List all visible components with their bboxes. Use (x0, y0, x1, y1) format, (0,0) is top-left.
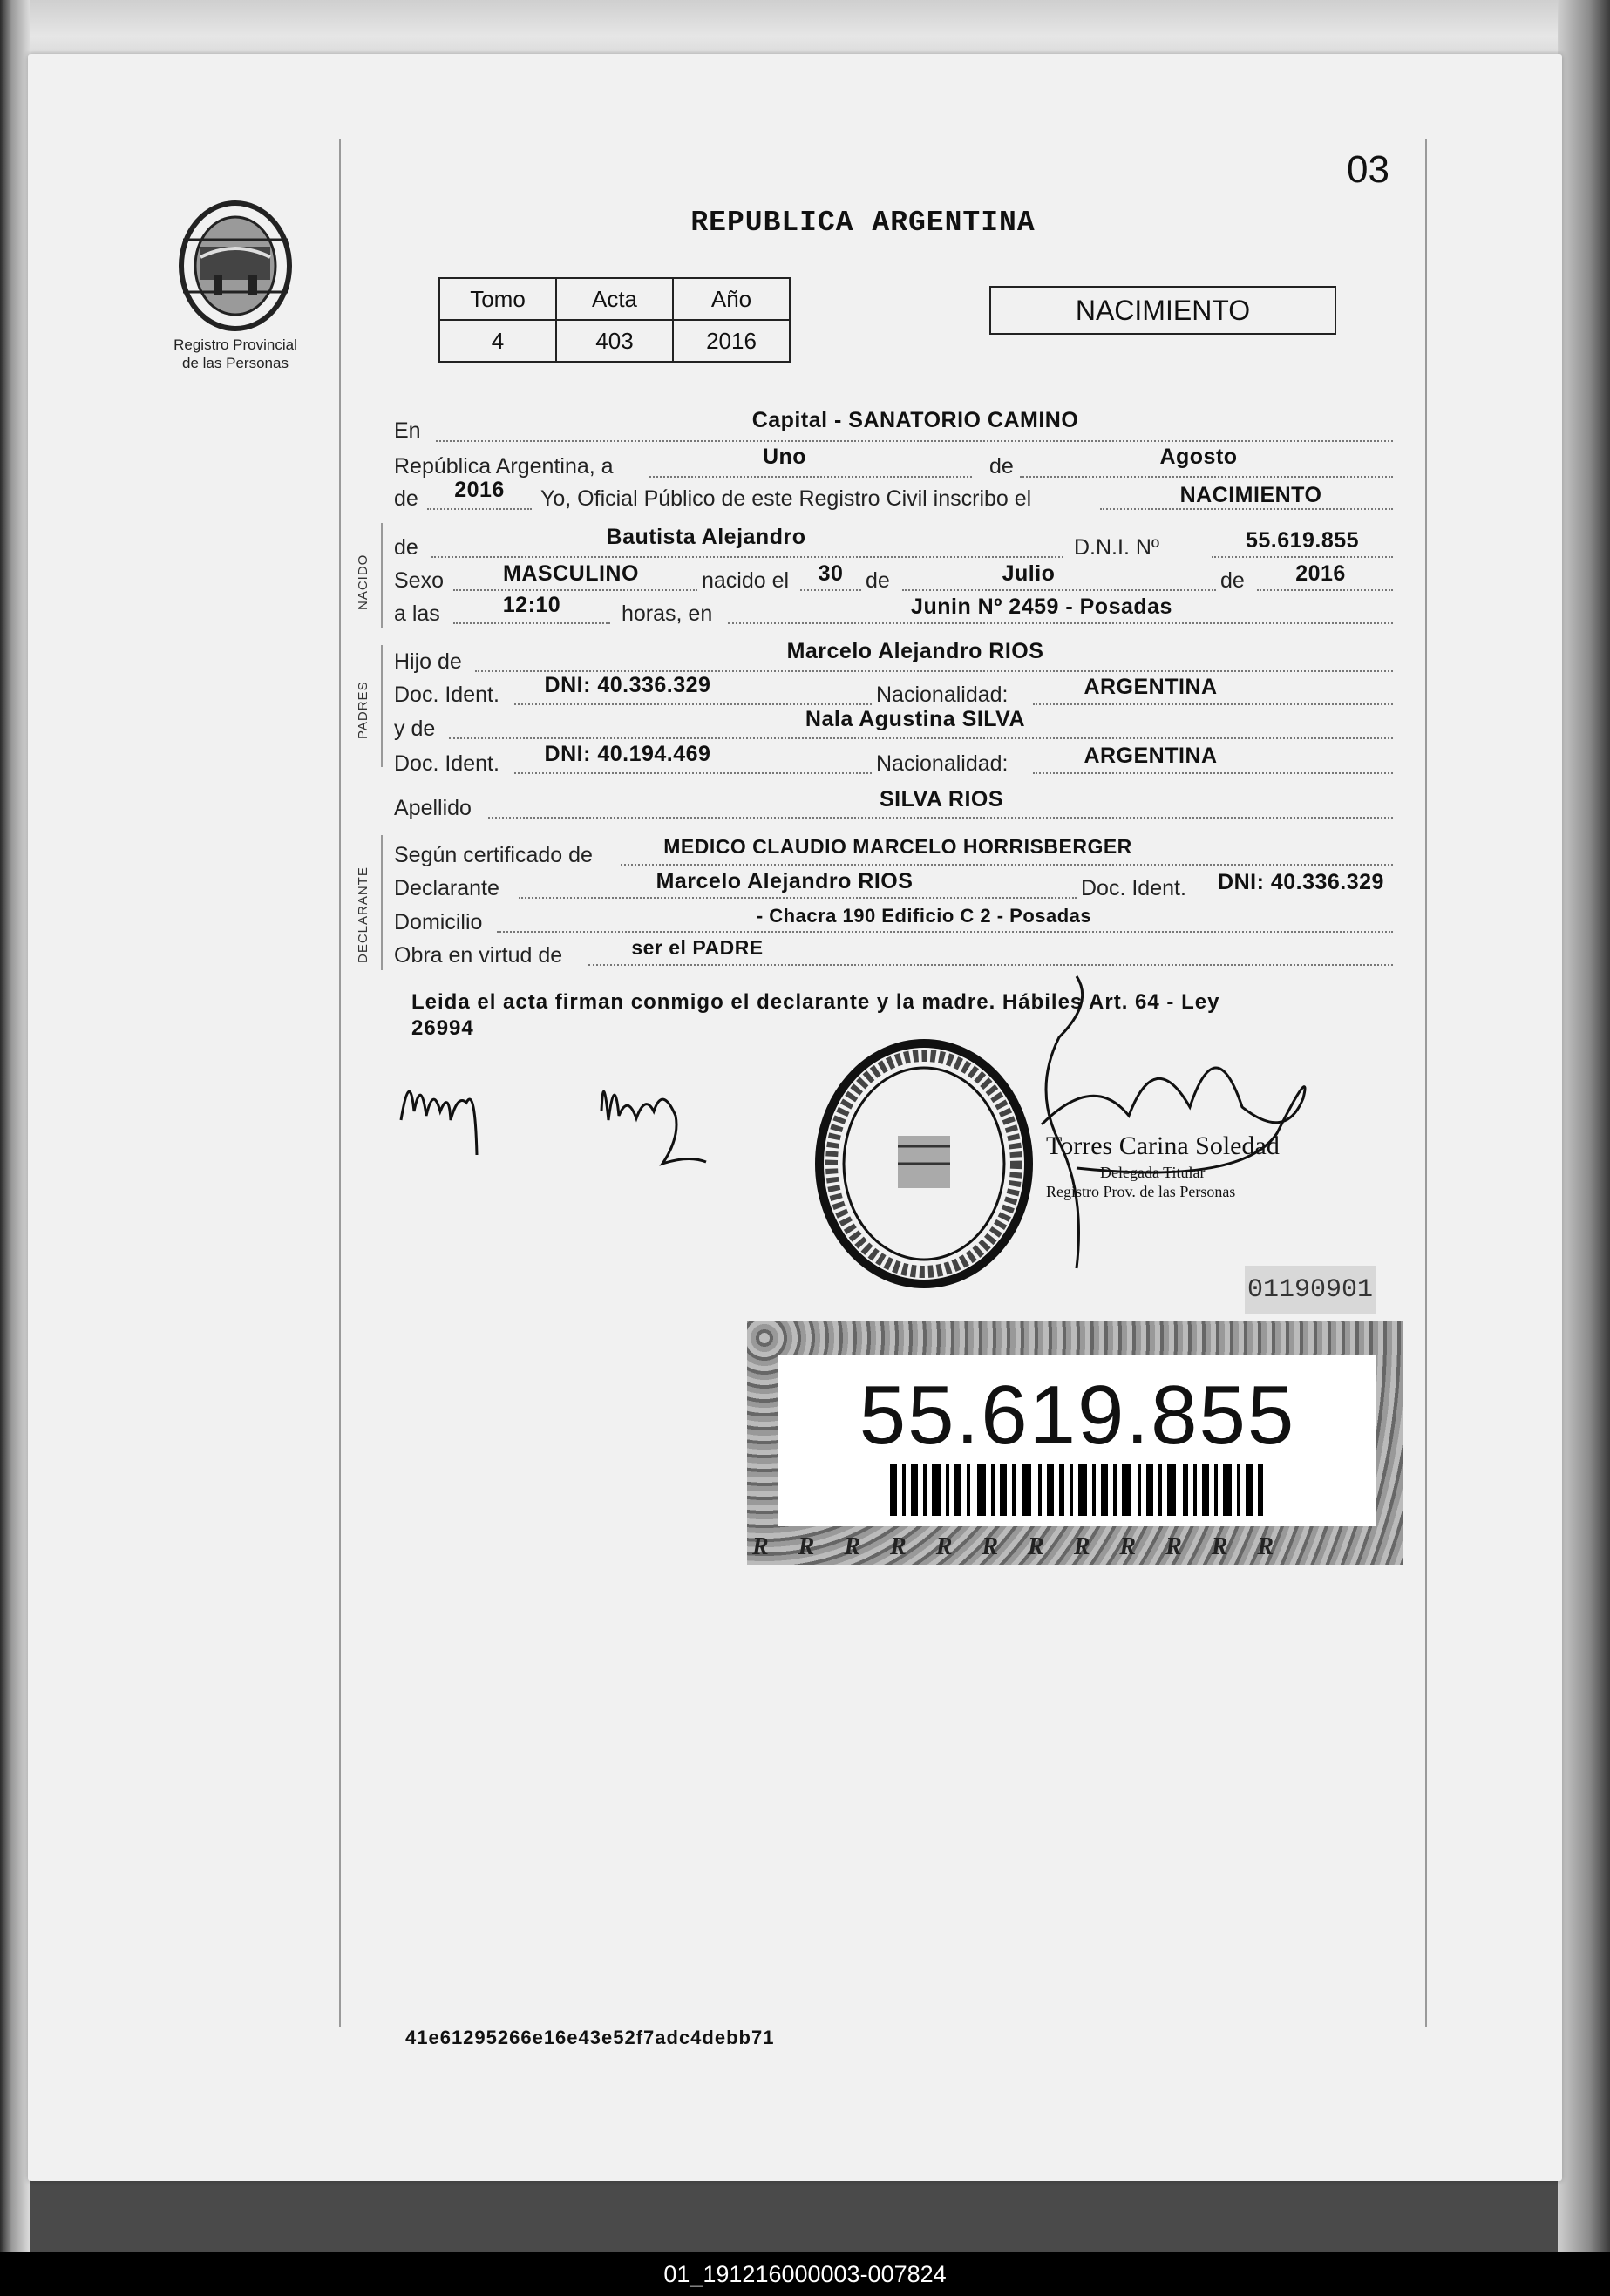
mes-value: Agosto (1159, 445, 1238, 469)
logo-caption (148, 336, 323, 372)
de-label: de (989, 454, 1014, 479)
madre-nacionalidad: ARGENTINA (1084, 744, 1218, 768)
dotline (902, 589, 1216, 591)
document-hash: 41e61295266e16e43e52f7adc4debb71 (405, 2027, 775, 2048)
anio-label: Año (673, 278, 790, 320)
sticker-dni-number: 55.619.855 (859, 1369, 1296, 1462)
dia-value: Uno (762, 445, 807, 469)
anio-field-value: 2016 (454, 478, 505, 502)
dotline (431, 556, 1063, 558)
nacido-de-label2: de (866, 568, 890, 593)
inscribo-value: NACIMIENTO (1179, 483, 1322, 507)
dotline (728, 622, 1393, 624)
dni-label: D.N.I. Nº (1074, 535, 1160, 560)
dotline (514, 703, 872, 705)
sticker-label-area (778, 1355, 1376, 1526)
closing-line2: 26994 (411, 1016, 474, 1040)
dotline (427, 508, 532, 510)
scan-top-edge (0, 0, 1610, 61)
cert-label: Según certificado de (394, 843, 593, 867)
domicilio-value: - Chacra 190 Edificio C 2 - Posadas (756, 905, 1092, 927)
de2-label: de (394, 486, 418, 511)
hijo-label: Hijo de (394, 649, 462, 674)
en-label: En (394, 418, 421, 443)
dotline (453, 622, 610, 624)
delegate-signature (1024, 968, 1321, 1273)
en-value: Capital - SANATORIO CAMINO (751, 408, 1079, 432)
oficial-text: Yo, Oficial Público de este Registro Civil inscribo el (540, 486, 1032, 511)
barcode (890, 1464, 1265, 1516)
madre-nombre: Nala Agustina SILVA (805, 707, 1026, 731)
section-rule (381, 645, 383, 767)
nacido-hora: 12:10 (502, 593, 561, 617)
acta-value: 403 (556, 320, 673, 362)
anio-value: 2016 (673, 320, 790, 362)
padres-section-label: PADRES (356, 681, 370, 739)
republica-label: República Argentina, a (394, 454, 614, 479)
nacionalidad-label: Nacionalidad: (876, 683, 1009, 707)
dotline (475, 670, 1393, 672)
nacido-de-label3: de (1220, 568, 1245, 593)
dotline (453, 589, 697, 591)
madre-doc: DNI: 40.194.469 (544, 742, 711, 766)
dotline (1100, 508, 1393, 510)
acta-label: Acta (556, 278, 673, 320)
padre-doc: DNI: 40.336.329 (544, 673, 711, 697)
scan-right-edge (1558, 0, 1610, 2252)
domicilio-label: Domicilio (394, 910, 483, 934)
declarante-doc-value: DNI: 40.336.329 (1218, 870, 1384, 894)
dotline (519, 897, 1077, 899)
nacido-anio: 2016 (1295, 561, 1346, 586)
nacido-nombre: Bautista Alejandro (606, 525, 806, 549)
dotline (514, 772, 872, 774)
dotline (436, 440, 1393, 442)
apellido-value: SILVA RIOS (879, 787, 1004, 812)
dotline (1033, 772, 1393, 774)
cert-value: MEDICO CLAUDIO MARCELO HORRISBERGER (663, 835, 1132, 858)
declarant-signature (397, 1059, 536, 1164)
dotline (488, 817, 1393, 819)
declarante-label: Declarante (394, 876, 499, 900)
logo-caption-line2: de las Personas (182, 355, 289, 371)
tomo-value: 4 (439, 320, 556, 362)
delegate-registry: Registro Prov. de las Personas (1046, 1183, 1236, 1200)
obra-label: Obra en virtud de (394, 943, 563, 968)
sticker-r-pattern: RRRRRRRRRRRR (752, 1533, 1304, 1560)
nacido-section-label: NACIDO (356, 554, 370, 610)
tomo-acta-table (438, 277, 791, 363)
dotline (621, 864, 1393, 866)
nacionalidad-label-2: Nacionalidad: (876, 751, 1009, 776)
obra-value: ser el PADRE (631, 936, 764, 959)
section-rule (381, 523, 383, 628)
page-number: 03 (1347, 148, 1389, 191)
yde-label: y de (394, 717, 436, 741)
apellido-label: Apellido (394, 796, 472, 820)
sexo-label: Sexo (394, 568, 444, 593)
dotline (1033, 703, 1393, 705)
country-heading: REPUBLICA ARGENTINA (690, 207, 1036, 239)
dotline (800, 589, 861, 591)
tomo-label: Tomo (439, 278, 556, 320)
horas-label: horas, en (622, 601, 713, 626)
dotline (449, 737, 1393, 739)
nacido-mes: Julio (1002, 561, 1056, 586)
dotline (1212, 556, 1393, 558)
padre-nacionalidad: ARGENTINA (1084, 675, 1218, 699)
alas-label: a las (394, 601, 440, 626)
official-stamp (806, 1033, 1042, 1294)
mother-signature (593, 1059, 732, 1181)
closing-line1: Leida el acta firman conmigo el declarante y la madre. Hábiles Art. 64 - Ley (411, 990, 1220, 1014)
declarante-doc-label: Doc. Ident. (1081, 876, 1186, 900)
declarante-value: Marcelo Alejandro RIOS (656, 869, 914, 893)
record-type-box: NACIMIENTO (989, 286, 1336, 335)
serial-number: 01190901 (1245, 1266, 1376, 1314)
scan-left-edge (0, 0, 30, 2252)
image-id-footer: 01_191216000003-007824 (0, 2252, 1610, 2296)
nacido-dni: 55.619.855 (1245, 528, 1360, 553)
nacido-de-label: de (394, 535, 418, 560)
delegate-title: Delegada Titular (1100, 1164, 1206, 1181)
provincial-seal-logo (166, 187, 305, 336)
dotline (649, 476, 972, 478)
dotline (588, 964, 1393, 966)
nacido-dia: 30 (818, 561, 844, 586)
doc-ident-label-2: Doc. Ident. (394, 751, 499, 776)
sexo-value: MASCULINO (503, 561, 639, 586)
nacido-lugar: Junin Nº 2459 - Posadas (911, 594, 1172, 619)
section-rule (381, 835, 383, 970)
dotline (1020, 476, 1393, 478)
dotline (1257, 589, 1393, 591)
declarante-section-label: DECLARANTE (356, 866, 370, 963)
padre-nombre: Marcelo Alejandro RIOS (786, 639, 1044, 663)
dni-sticker (747, 1321, 1403, 1565)
nacido-el-label: nacido el (702, 568, 790, 593)
logo-caption-line1: Registro Provincial (173, 336, 297, 353)
delegate-name: Torres Carina Soledad (1046, 1131, 1280, 1160)
dotline (497, 931, 1393, 933)
doc-ident-label: Doc. Ident. (394, 683, 499, 707)
